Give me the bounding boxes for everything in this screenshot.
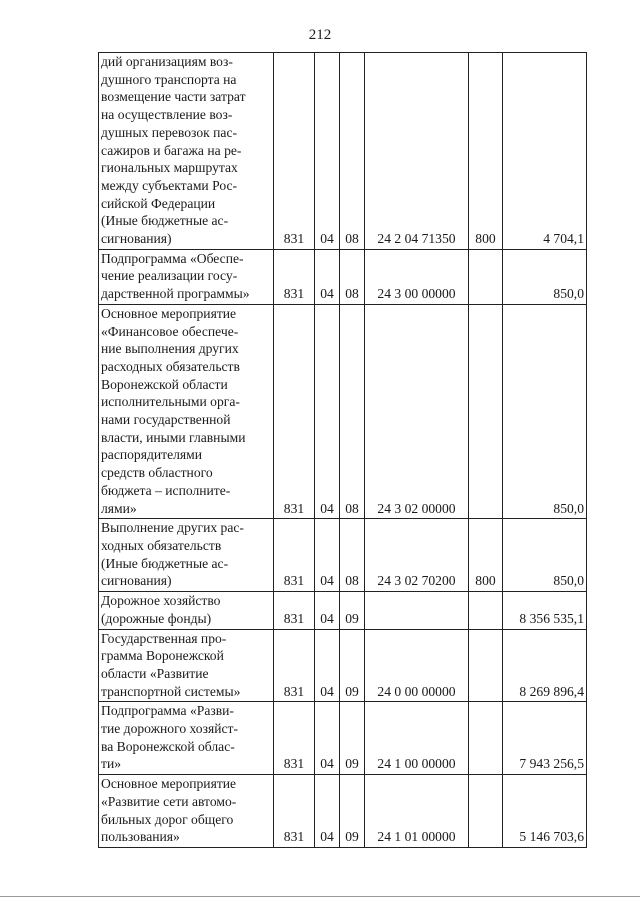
name-line: Основное мероприятие [101,305,237,321]
cell-pr: 09 [340,775,365,848]
name-line: Выполнение других рас- [101,520,244,536]
cell-name [99,519,274,592]
name-line: душных перевозок пас- [101,124,238,140]
cell-rz: 04 [315,519,340,592]
table-row [99,53,587,250]
name-line: транспортной системы» [101,683,241,699]
name-line: исполнительными орга- [101,394,240,410]
name-line: дий организациям воз- [101,54,233,69]
table-row [99,629,587,702]
cell-pr: 09 [340,702,365,775]
name-line: Воронежской области [101,376,228,392]
name-line: между субъектами Рос- [101,177,238,193]
name-line: области «Развитие [101,665,209,681]
cell-name [99,629,274,702]
name-line: гиональных маршрутах [101,160,238,176]
cell-name [99,775,274,848]
budget-table [98,52,587,848]
name-line: пользования» [101,829,180,845]
cell-pr: 09 [340,629,365,702]
cell-pr: 08 [340,53,365,250]
name-line: сигнования) [101,573,172,589]
cell-rz: 04 [315,53,340,250]
name-line: Основное мероприятие [101,776,237,792]
cell-pr: 08 [340,249,365,304]
name-line: распорядителями [101,447,203,463]
cell-sum: 7 943 256,5 [503,702,587,775]
name-line: (Иные бюджетные ас- [101,213,229,229]
name-line: сийской Федерации [101,195,216,211]
name-line: средств областного [101,465,213,481]
cell-vr: 800 [469,53,503,250]
cell-name [99,304,274,518]
cell-csr: 24 2 04 71350 [365,53,469,250]
table-row [99,304,587,518]
name-line: власти, иными главными [101,429,246,445]
cell-gr: 831 [274,629,315,702]
cell-sum: 4 704,1 [503,53,587,250]
cell-csr: 24 3 02 70200 [365,519,469,592]
table-row [99,519,587,592]
name-line: Подпрограмма «Обеспе- [101,250,244,266]
table-row [99,702,587,775]
name-line: бюджета – исполните- [101,482,231,498]
cell-name [99,53,274,250]
name-line: тие дорожного хозяйст- [101,721,238,737]
cell-vr [469,249,503,304]
cell-vr [469,304,503,518]
name-line: сигнования) [101,231,172,247]
cell-gr: 831 [274,249,315,304]
cell-sum: 8 269 896,4 [503,629,587,702]
name-line: дарственной программы» [101,286,250,302]
cell-pr: 09 [340,592,365,629]
cell-vr [469,592,503,629]
name-line: «Развитие сети автомо- [101,793,237,809]
cell-rz: 04 [315,249,340,304]
cell-vr: 800 [469,519,503,592]
cell-name [99,592,274,629]
cell-vr [469,629,503,702]
cell-vr [469,702,503,775]
name-line: расходных обязательств [101,358,240,374]
cell-csr [365,592,469,629]
cell-rz: 04 [315,629,340,702]
cell-sum: 850,0 [503,249,587,304]
cell-rz: 04 [315,592,340,629]
table-row [99,775,587,848]
name-line: возмещение части затрат [101,89,246,105]
cell-gr: 831 [274,775,315,848]
cell-csr: 24 1 00 00000 [365,702,469,775]
cell-pr: 08 [340,304,365,518]
cell-csr: 24 0 00 00000 [365,629,469,702]
name-line: ходных обязательств [101,537,222,553]
cell-rz: 04 [315,775,340,848]
cell-csr: 24 3 00 00000 [365,249,469,304]
table-row [99,592,587,629]
cell-sum: 850,0 [503,519,587,592]
cell-gr: 831 [274,304,315,518]
name-line: Дорожное хозяйство [101,593,221,609]
name-line: чение реализации госу- [101,268,238,284]
name-line: ти» [101,756,122,772]
name-line: на осуществление воз- [101,107,233,123]
name-line: грамма Воронежской [101,648,224,664]
cell-gr: 831 [274,53,315,250]
cell-rz: 04 [315,304,340,518]
cell-name [99,249,274,304]
cell-gr: 831 [274,702,315,775]
budget-table-body [99,53,587,848]
cell-sum: 850,0 [503,304,587,518]
name-line: душного транспорта на [101,71,237,87]
name-line: нами государственной [101,412,231,428]
name-line: сажиров и багажа на ре- [101,142,242,158]
cell-pr: 08 [340,519,365,592]
cell-csr: 24 1 01 00000 [365,775,469,848]
name-line: лями» [101,500,137,516]
name-line: бильных дорог общего [101,811,234,827]
cell-vr [469,775,503,848]
name-line: ние выполнения других [101,341,239,357]
cell-rz: 04 [315,702,340,775]
page-bottom-rule [0,896,640,897]
cell-csr: 24 3 02 00000 [365,304,469,518]
name-line: ва Воронежской облас- [101,738,235,754]
page-number: 212 [308,27,332,43]
cell-gr: 831 [274,519,315,592]
name-line: (Иные бюджетные ас- [101,555,229,571]
cell-name [99,702,274,775]
name-line: (дорожные фонды) [101,610,212,626]
name-line: Подпрограмма «Разви- [101,703,234,719]
name-line: Государственная про- [101,630,227,646]
cell-gr: 831 [274,592,315,629]
name-line: «Финансовое обеспече- [101,323,239,339]
cell-sum: 5 146 703,6 [503,775,587,848]
table-row [99,249,587,304]
cell-sum: 8 356 535,1 [503,592,587,629]
